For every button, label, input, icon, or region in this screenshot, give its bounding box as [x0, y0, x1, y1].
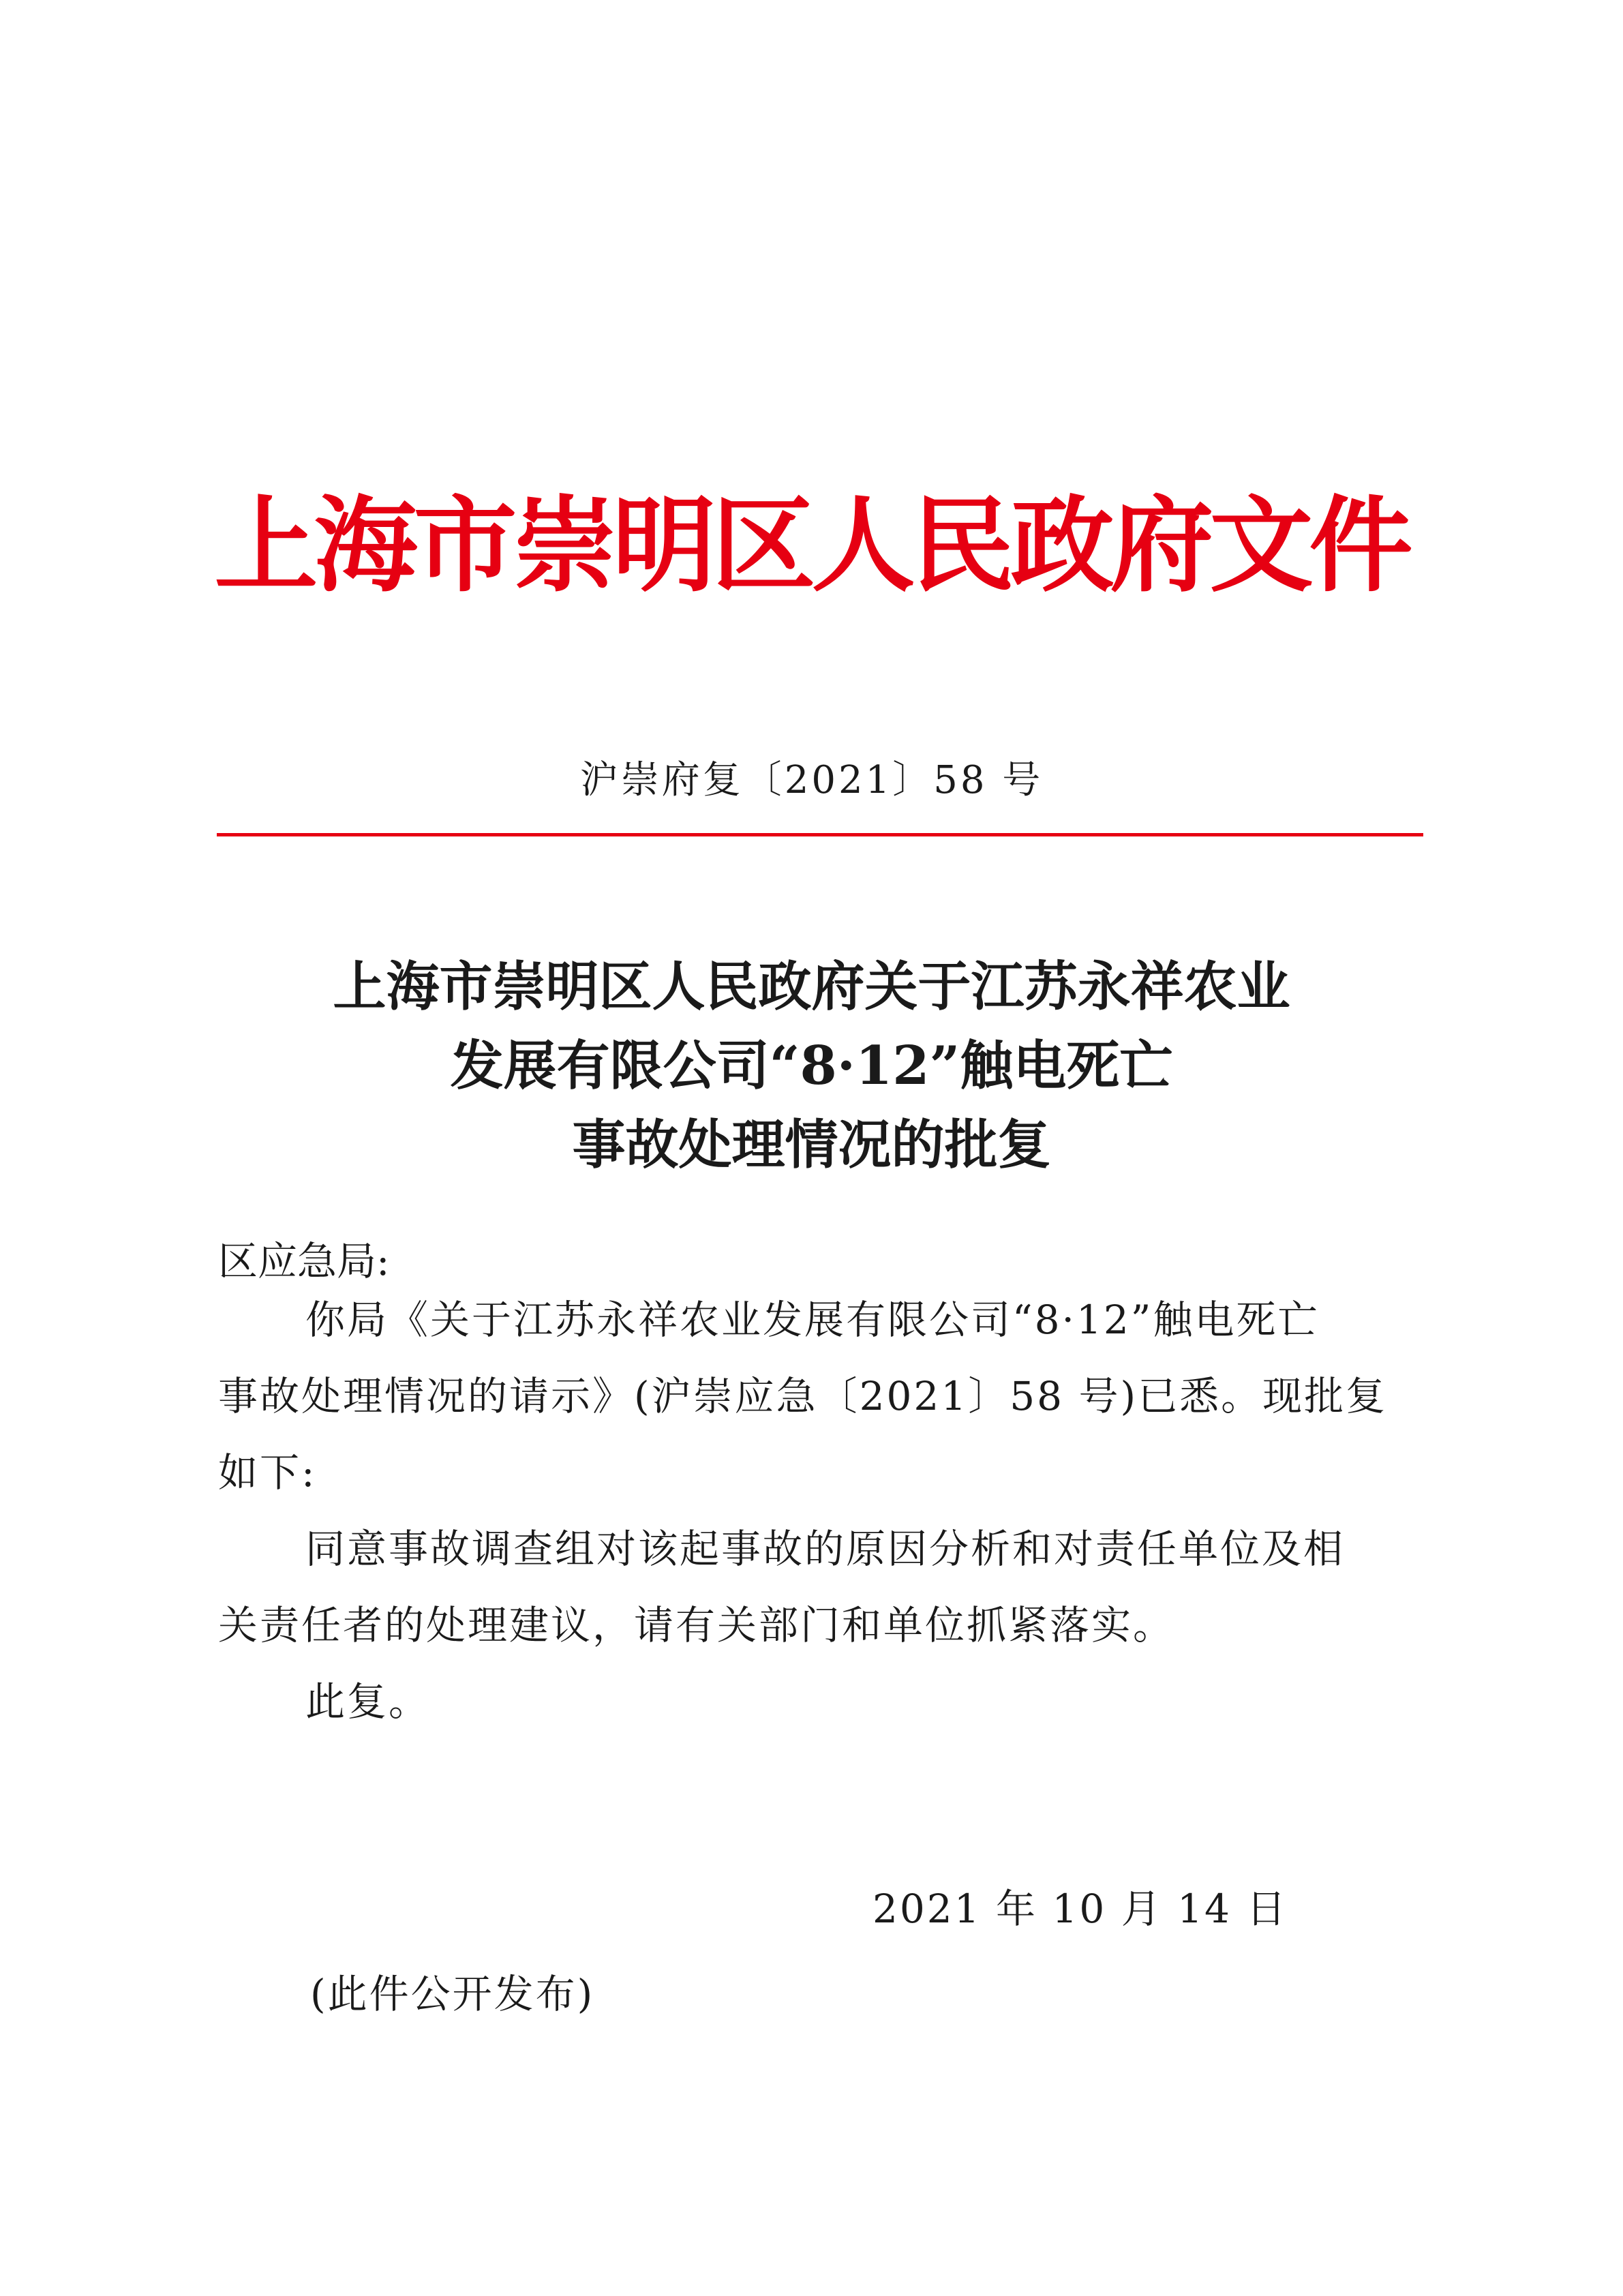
title-line-2: 发展有限公司“8·12”触电死亡	[450, 1035, 1173, 1097]
masthead-title: 上海市崇明区人民政府文件	[214, 484, 1409, 606]
paragraph-1-line-1: 你局《关于江苏永祥农业发展有限公司“8·12”触电死亡	[305, 1297, 1320, 1343]
body-paragraph-2	[218, 1511, 1425, 1663]
paragraph-2-line-2: 关责任者的处理建议，请有关部门和单位抓紧落实。	[218, 1602, 1175, 1648]
closing-text: 此复。	[305, 1678, 431, 1725]
red-divider-rule	[217, 833, 1423, 836]
title-line-3: 事故处理情况的批复	[572, 1114, 1051, 1176]
body-paragraph-1	[218, 1282, 1425, 1511]
public-release-note: (此件公开发布)	[310, 1971, 595, 2017]
paragraph-1-line-3: 如下:	[218, 1449, 317, 1496]
paragraph-1-line-2: 事故处理情况的请示》(沪崇应急〔2021〕58 号)已悉。现批复	[218, 1373, 1388, 1419]
document-number: 沪崇府复〔2021〕58 号	[579, 758, 1044, 802]
paragraph-2-line-1: 同意事故调查组对该起事故的原因分析和对责任单位及相	[305, 1526, 1346, 1572]
document-title	[204, 948, 1419, 1185]
issue-date: 2021 年 10 月 14 日	[873, 1886, 1288, 1932]
title-line-1: 上海市崇明区人民政府关于江苏永祥农业	[333, 956, 1290, 1018]
closing-paragraph	[218, 1663, 1425, 1740]
recipient: 区应急局:	[218, 1238, 390, 1284]
